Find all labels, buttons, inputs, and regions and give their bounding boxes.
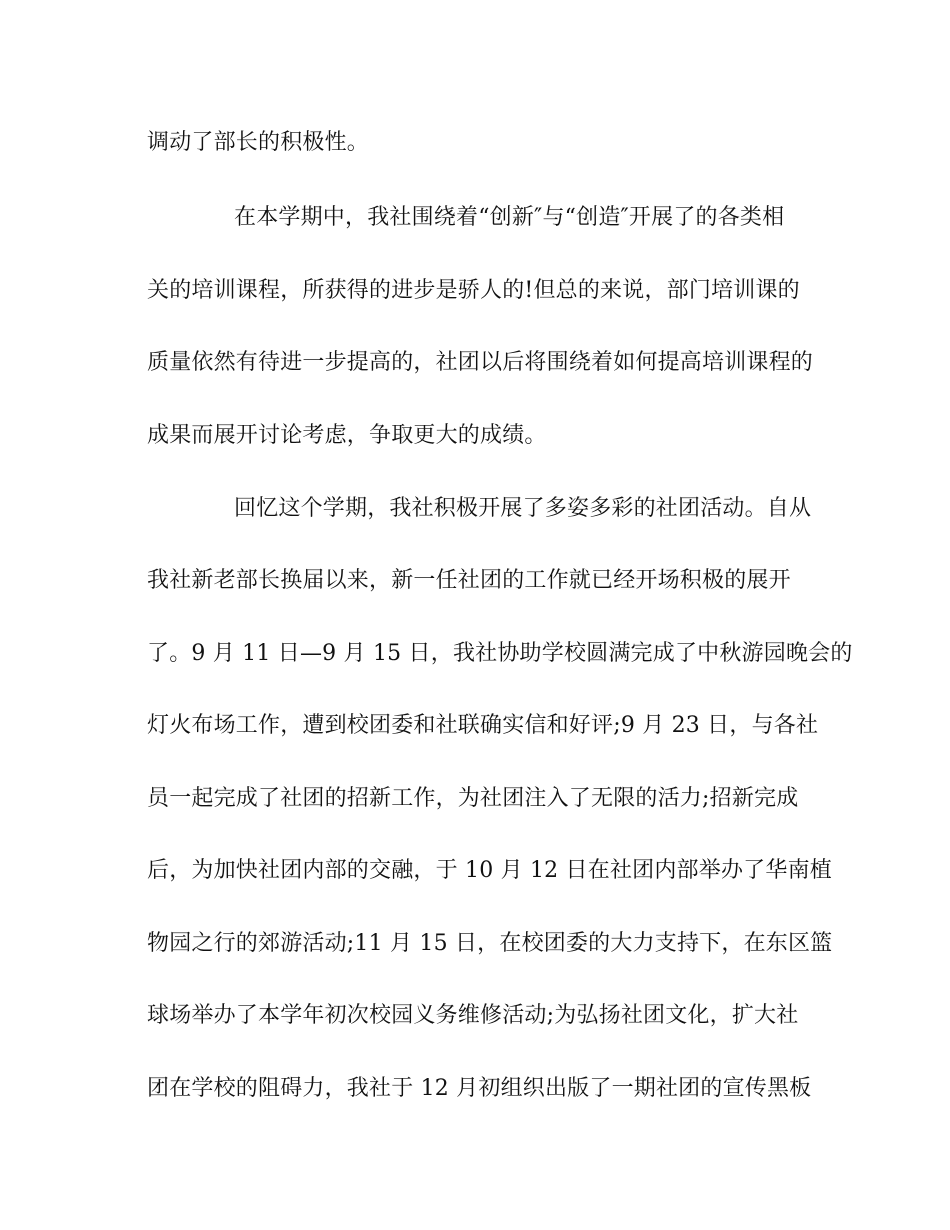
text-line-2: 在本学期中，我社围绕着“创新″与“创造″开展了的各类相 (234, 205, 785, 230)
text-line-14: 团在学校的阻碍力，我社于 12 月初组织出版了一期社团的宣传黑板 (147, 1076, 812, 1101)
text-line-3: 关的培训课程，所获得的进步是骄人的!但总的来说，部门培训课的 (147, 278, 800, 303)
text-line-6: 回忆这个学期，我社积极开展了多姿多彩的社团活动。自从 (234, 496, 812, 521)
text-line-1: 调动了部长的积极性。 (147, 130, 370, 155)
text-line-4: 质量依然有待进一步提高的，社团以后将围绕着如何提高培训课程的 (147, 350, 814, 375)
text-line-12: 物园之行的郊游活动;11 月 15 日，在校团委的大力支持下，在东区篮 (147, 931, 833, 956)
text-line-11: 后，为加快社团内部的交融，于 10 月 12 日在社团内部举办了华南植 (147, 858, 832, 883)
text-line-13: 球场举办了本学年初次校园义务维修活动;为弘扬社团文化，扩大社 (147, 1003, 799, 1028)
text-line-7: 我社新老部长换届以来，新一任社团的工作就已经开场积极的展开 (147, 568, 791, 593)
text-line-9: 灯火布场工作，遭到校团委和社联确实信和好评;9 月 23 日，与各社 (147, 713, 819, 738)
text-line-5: 成果而展开讨论考虑，争取更大的成绩。 (147, 423, 547, 448)
text-line-10: 员一起完成了社团的招新工作，为社团注入了无限的活力;招新完成 (147, 786, 799, 811)
text-line-8: 了。9 月 11 日—9 月 15 日，我社协助学校圆满完成了中秋游园晚会的 (147, 641, 853, 666)
